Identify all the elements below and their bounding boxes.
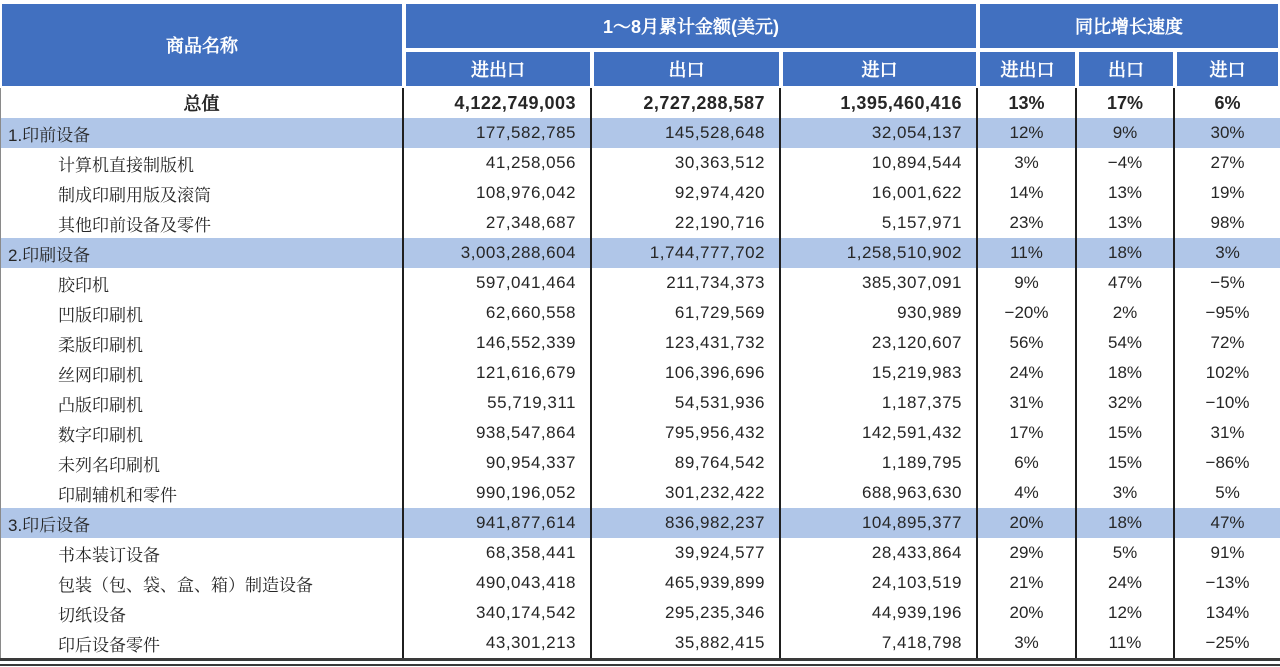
table-row <box>0 598 1280 628</box>
growth-cell: −13% <box>1205 573 1250 592</box>
growth-cell: −4% <box>1077 148 1175 178</box>
amount-cell: 61,729,569 <box>592 298 781 328</box>
amount-cell: 22,190,716 <box>592 208 781 238</box>
subcol-growth-import: 进口 <box>1175 50 1280 88</box>
amount-cell: 7,418,798 <box>781 628 978 658</box>
amount-cell: 43,301,213 <box>404 628 592 658</box>
growth-cell: 5% <box>1215 483 1240 502</box>
amount-cell: 62,660,558 <box>404 298 592 328</box>
table-bottom-rule <box>0 658 1280 666</box>
amount-cell: 795,956,432 <box>592 418 781 448</box>
growth-cell: 13% <box>1077 178 1175 208</box>
growth-cell: 3% <box>978 628 1077 658</box>
growth-cell: 15% <box>1077 448 1175 478</box>
product-name-cell: 2.印刷设备 <box>0 238 404 268</box>
subcol-growth-total: 进出口 <box>978 50 1077 88</box>
amount-cell: 2,727,288,587 <box>592 88 781 118</box>
amount-cell: 27,348,687 <box>404 208 592 238</box>
amount-cell: 90,954,337 <box>404 448 592 478</box>
col-group-amount: 1～8月累计金额(美元) <box>404 2 978 50</box>
amount-cell: 92,974,420 <box>592 178 781 208</box>
table-body <box>0 88 1280 658</box>
growth-cell: −86% <box>1205 453 1250 472</box>
growth-cell: 54% <box>1077 328 1175 358</box>
table-row <box>0 88 1280 118</box>
amount-cell: 15,219,983 <box>781 358 978 388</box>
table-row <box>0 118 1280 148</box>
growth-cell: 102% <box>1205 363 1250 382</box>
product-name-cell: 凸版印刷机 <box>0 388 404 418</box>
growth-cell: 13% <box>1077 208 1175 238</box>
table-row <box>0 178 1280 208</box>
growth-cell: 9% <box>978 268 1077 298</box>
amount-cell: 941,877,614 <box>404 508 592 538</box>
product-name-cell: 总值 <box>0 88 404 118</box>
amount-cell: 836,982,237 <box>592 508 781 538</box>
product-name-cell: 丝网印刷机 <box>0 358 404 388</box>
amount-cell: 301,232,422 <box>592 478 781 508</box>
amount-cell: 68,358,441 <box>404 538 592 568</box>
growth-cell: 134% <box>1205 603 1250 622</box>
amount-cell: 465,939,899 <box>592 568 781 598</box>
growth-cell: 21% <box>978 568 1077 598</box>
amount-cell: 108,976,042 <box>404 178 592 208</box>
growth-cell: 3% <box>1175 238 1280 268</box>
growth-cell: 14% <box>978 178 1077 208</box>
subcol-amount-export: 出口 <box>592 50 781 88</box>
table-row <box>0 508 1280 538</box>
table-row <box>0 268 1280 298</box>
growth-cell: 19% <box>1210 183 1245 202</box>
table-row <box>0 238 1280 268</box>
growth-cell: 17% <box>1077 88 1175 118</box>
amount-cell: 146,552,339 <box>404 328 592 358</box>
amount-cell: 104,895,377 <box>781 508 978 538</box>
amount-cell: 1,258,510,902 <box>781 238 978 268</box>
amount-cell: 211,734,373 <box>592 268 781 298</box>
product-name-cell: 数字印刷机 <box>0 418 404 448</box>
amount-cell: 5,157,971 <box>781 208 978 238</box>
table-row <box>0 298 1280 328</box>
amount-cell: 385,307,091 <box>781 268 978 298</box>
amount-cell: 145,528,648 <box>592 118 781 148</box>
growth-cell: 12% <box>978 118 1077 148</box>
amount-cell: 54,531,936 <box>592 388 781 418</box>
growth-cell: 24% <box>978 358 1077 388</box>
product-name-cell: 凹版印刷机 <box>0 298 404 328</box>
table-row <box>0 568 1280 598</box>
growth-cell: 3% <box>978 148 1077 178</box>
amount-cell: 123,431,732 <box>592 328 781 358</box>
amount-cell: 1,189,795 <box>781 448 978 478</box>
growth-cell: 47% <box>1077 268 1175 298</box>
amount-cell: 1,187,375 <box>781 388 978 418</box>
product-name-cell: 1.印前设备 <box>0 118 404 148</box>
product-name-cell: 3.印后设备 <box>0 508 404 538</box>
growth-cell: 6% <box>978 448 1077 478</box>
table-row <box>0 418 1280 448</box>
table-row <box>0 208 1280 238</box>
amount-cell: 35,882,415 <box>592 628 781 658</box>
growth-cell: 18% <box>1077 238 1175 268</box>
growth-cell: 56% <box>978 328 1077 358</box>
amount-cell: 55,719,311 <box>404 388 592 418</box>
growth-cell: 20% <box>978 508 1077 538</box>
amount-cell: 28,433,864 <box>781 538 978 568</box>
product-name-cell: 印后设备零件 <box>0 628 404 658</box>
amount-cell: 938,547,864 <box>404 418 592 448</box>
growth-cell: −5% <box>1210 273 1245 292</box>
product-name-cell: 印刷辅机和零件 <box>0 478 404 508</box>
growth-cell: 32% <box>1077 388 1175 418</box>
table-row <box>0 388 1280 418</box>
growth-cell: 12% <box>1077 598 1175 628</box>
growth-cell: 11% <box>1077 628 1175 658</box>
table-row <box>0 628 1280 658</box>
table-row <box>0 148 1280 178</box>
amount-cell: 1,395,460,416 <box>781 88 978 118</box>
growth-cell: 18% <box>1077 508 1175 538</box>
growth-cell: 18% <box>1077 358 1175 388</box>
growth-cell: −20% <box>978 298 1077 328</box>
growth-cell: 20% <box>978 598 1077 628</box>
product-name-cell: 柔版印刷机 <box>0 328 404 358</box>
growth-cell: −10% <box>1205 393 1250 412</box>
amount-cell: 30,363,512 <box>592 148 781 178</box>
amount-cell: 24,103,519 <box>781 568 978 598</box>
growth-cell: 31% <box>1210 423 1245 442</box>
product-name-cell: 胶印机 <box>0 268 404 298</box>
table-row <box>0 448 1280 478</box>
growth-cell: 4% <box>978 478 1077 508</box>
growth-cell: 72% <box>1210 333 1245 352</box>
amount-cell: 10,894,544 <box>781 148 978 178</box>
amount-cell: 142,591,432 <box>781 418 978 448</box>
growth-cell: −95% <box>1205 303 1250 322</box>
amount-cell: 597,041,464 <box>404 268 592 298</box>
growth-cell: 2% <box>1077 298 1175 328</box>
growth-cell: 9% <box>1077 118 1175 148</box>
amount-cell: 990,196,052 <box>404 478 592 508</box>
amount-cell: 1,744,777,702 <box>592 238 781 268</box>
amount-cell: 121,616,679 <box>404 358 592 388</box>
growth-cell: 31% <box>978 388 1077 418</box>
table-row <box>0 478 1280 508</box>
subcol-growth-export: 出口 <box>1077 50 1175 88</box>
header-row-groups <box>0 2 1280 50</box>
growth-cell: 24% <box>1077 568 1175 598</box>
amount-cell: 930,989 <box>781 298 978 328</box>
growth-cell: 6% <box>1214 92 1241 113</box>
table-row <box>0 328 1280 358</box>
amount-cell: 39,924,577 <box>592 538 781 568</box>
product-name-cell: 其他印前设备及零件 <box>0 208 404 238</box>
table-header <box>0 2 1280 88</box>
product-name-cell: 包装（包、袋、盒、箱）制造设备 <box>0 568 404 598</box>
growth-cell: 30% <box>1175 118 1280 148</box>
amount-cell: 340,174,542 <box>404 598 592 628</box>
product-name-cell: 计算机直接制版机 <box>0 148 404 178</box>
growth-cell: 91% <box>1210 543 1245 562</box>
amount-cell: 295,235,346 <box>592 598 781 628</box>
product-name-cell: 制成印刷用版及滚筒 <box>0 178 404 208</box>
growth-cell: 15% <box>1077 418 1175 448</box>
amount-cell: 32,054,137 <box>781 118 978 148</box>
product-name-cell: 切纸设备 <box>0 598 404 628</box>
col-header-product-name: 商品名称 <box>0 2 404 88</box>
growth-cell: 23% <box>978 208 1077 238</box>
growth-cell: 98% <box>1210 213 1245 232</box>
amount-cell: 3,003,288,604 <box>404 238 592 268</box>
growth-cell: 29% <box>978 538 1077 568</box>
col-group-growth: 同比增长速度 <box>978 2 1280 50</box>
subcol-amount-import: 进口 <box>781 50 978 88</box>
amount-cell: 688,963,630 <box>781 478 978 508</box>
amount-cell: 23,120,607 <box>781 328 978 358</box>
trade-statistics-table <box>0 2 1280 658</box>
product-name-cell: 未列名印刷机 <box>0 448 404 478</box>
amount-cell: 41,258,056 <box>404 148 592 178</box>
growth-cell: 17% <box>978 418 1077 448</box>
amount-cell: 4,122,749,003 <box>404 88 592 118</box>
amount-cell: 16,001,622 <box>781 178 978 208</box>
table-row <box>0 358 1280 388</box>
growth-cell: 5% <box>1077 538 1175 568</box>
amount-cell: 490,043,418 <box>404 568 592 598</box>
amount-cell: 89,764,542 <box>592 448 781 478</box>
growth-cell: 13% <box>978 88 1077 118</box>
growth-cell: 11% <box>978 238 1077 268</box>
amount-cell: 177,582,785 <box>404 118 592 148</box>
growth-cell: 47% <box>1175 508 1280 538</box>
amount-cell: 106,396,696 <box>592 358 781 388</box>
growth-cell: 3% <box>1077 478 1175 508</box>
subcol-amount-total: 进出口 <box>404 50 592 88</box>
amount-cell: 44,939,196 <box>781 598 978 628</box>
growth-cell: −25% <box>1205 633 1250 652</box>
product-name-cell: 书本装订设备 <box>0 538 404 568</box>
growth-cell: 27% <box>1210 153 1245 172</box>
table-row <box>0 538 1280 568</box>
